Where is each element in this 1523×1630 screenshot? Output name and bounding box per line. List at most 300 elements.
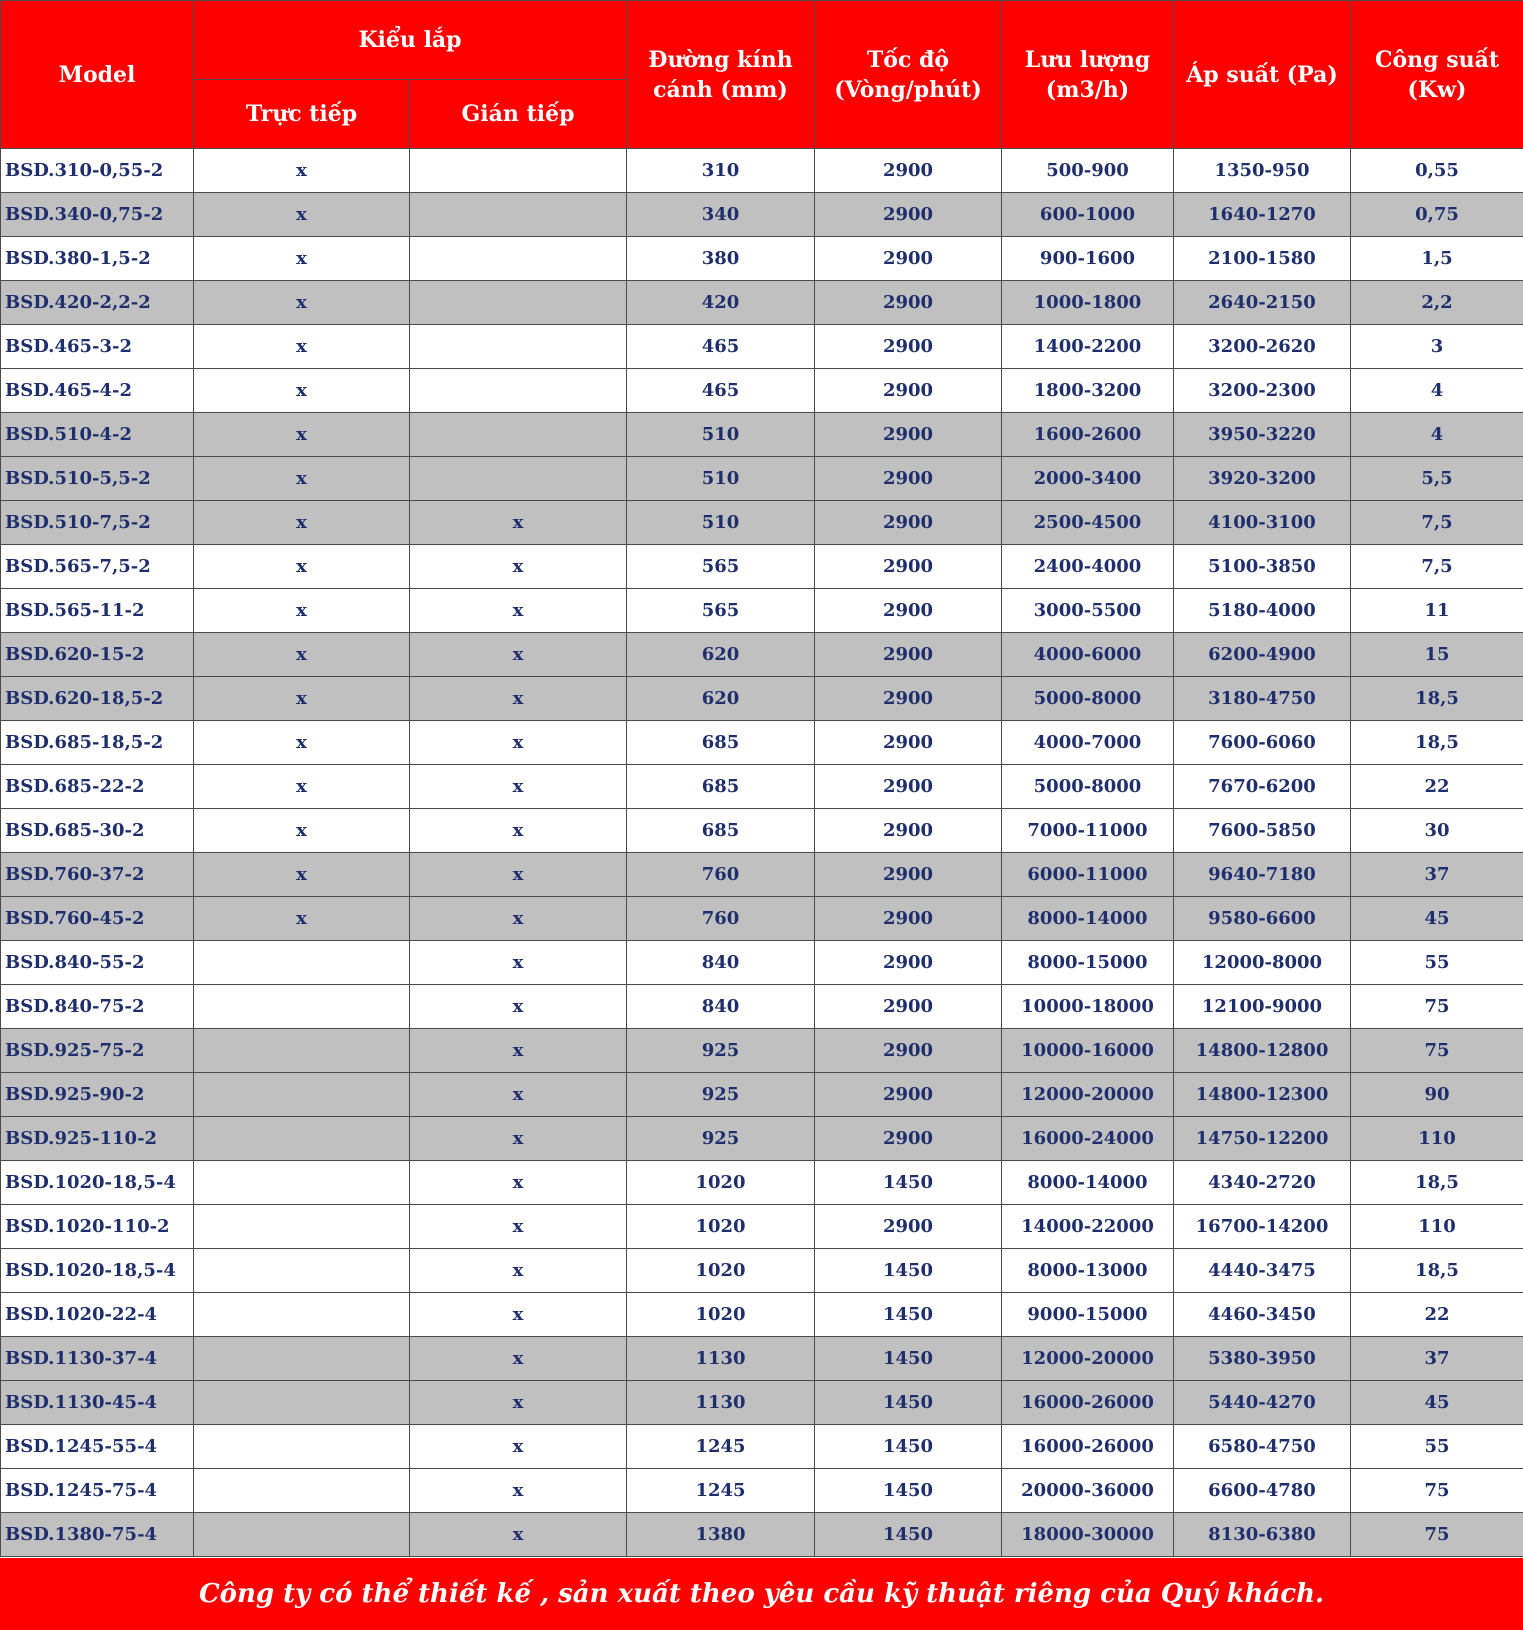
- pressure-cell: 14800-12800: [1174, 1029, 1351, 1073]
- pressure-cell: 8130-6380: [1174, 1513, 1351, 1557]
- diameter-cell: 1020: [627, 1293, 815, 1337]
- flow-cell: 8000-13000: [1002, 1249, 1174, 1293]
- speed-cell: 2900: [815, 369, 1002, 413]
- pressure-cell: 3200-2300: [1174, 369, 1351, 413]
- pressure-cell: 2100-1580: [1174, 237, 1351, 281]
- table-row: [1, 325, 1523, 369]
- pressure-cell: 5380-3950: [1174, 1337, 1351, 1381]
- speed-cell: 2900: [815, 457, 1002, 501]
- speed-cell: 1450: [815, 1293, 1002, 1337]
- flow-cell: 1400-2200: [1002, 325, 1174, 369]
- direct-mount-cell: x: [194, 457, 410, 501]
- indirect-mount-cell: x: [410, 545, 627, 589]
- indirect-mount-cell: [410, 413, 627, 457]
- flow-cell: 16000-24000: [1002, 1117, 1174, 1161]
- table-row: [1, 237, 1523, 281]
- table-row: [1, 809, 1523, 853]
- direct-mount-cell: x: [194, 369, 410, 413]
- flow-cell: 9000-15000: [1002, 1293, 1174, 1337]
- direct-mount-cell: x: [194, 633, 410, 677]
- indirect-mount-cell: x: [410, 765, 627, 809]
- speed-cell: 1450: [815, 1249, 1002, 1293]
- indirect-mount-cell: x: [410, 1513, 627, 1557]
- flow-cell: 20000-36000: [1002, 1469, 1174, 1513]
- table-row: [1, 897, 1523, 941]
- table-row: [1, 853, 1523, 897]
- power-cell: 55: [1351, 941, 1523, 985]
- flow-cell: 1800-3200: [1002, 369, 1174, 413]
- pressure-cell: 12100-9000: [1174, 985, 1351, 1029]
- indirect-mount-cell: [410, 149, 627, 193]
- flow-cell: 900-1600: [1002, 237, 1174, 281]
- direct-mount-cell: [194, 941, 410, 985]
- model-cell: BSD.510-5,5-2: [1, 457, 194, 501]
- speed-cell: 2900: [815, 501, 1002, 545]
- direct-mount-cell: [194, 1161, 410, 1205]
- direct-mount-cell: x: [194, 589, 410, 633]
- model-cell: BSD.760-45-2: [1, 897, 194, 941]
- model-cell: BSD.1020-110-2: [1, 1205, 194, 1249]
- power-cell: 0,75: [1351, 193, 1523, 237]
- speed-cell: 2900: [815, 237, 1002, 281]
- diameter-cell: 1020: [627, 1161, 815, 1205]
- pressure-cell: 6600-4780: [1174, 1469, 1351, 1513]
- pressure-cell: 12000-8000: [1174, 941, 1351, 985]
- flow-cell: 2500-4500: [1002, 501, 1174, 545]
- power-cell: 22: [1351, 1293, 1523, 1337]
- flow-cell: 18000-30000: [1002, 1513, 1174, 1557]
- speed-cell: 1450: [815, 1469, 1002, 1513]
- speed-cell: 2900: [815, 325, 1002, 369]
- flow-cell: 4000-6000: [1002, 633, 1174, 677]
- speed-cell: 1450: [815, 1337, 1002, 1381]
- indirect-mount-cell: x: [410, 1469, 627, 1513]
- indirect-mount-cell: x: [410, 1073, 627, 1117]
- model-cell: BSD.685-22-2: [1, 765, 194, 809]
- table-row: [1, 1425, 1523, 1469]
- table-row: [1, 1337, 1523, 1381]
- indirect-mount-cell: [410, 457, 627, 501]
- model-cell: BSD.840-75-2: [1, 985, 194, 1029]
- header-pressure: Áp suất (Pa): [1174, 1, 1351, 149]
- power-cell: 11: [1351, 589, 1523, 633]
- table-row: [1, 281, 1523, 325]
- indirect-mount-cell: x: [410, 1293, 627, 1337]
- pressure-cell: 3180-4750: [1174, 677, 1351, 721]
- direct-mount-cell: [194, 1425, 410, 1469]
- table-row: [1, 589, 1523, 633]
- speed-cell: 2900: [815, 633, 1002, 677]
- indirect-mount-cell: x: [410, 677, 627, 721]
- indirect-mount-cell: [410, 237, 627, 281]
- power-cell: 7,5: [1351, 545, 1523, 589]
- power-cell: 18,5: [1351, 1249, 1523, 1293]
- speed-cell: 1450: [815, 1513, 1002, 1557]
- model-cell: BSD.620-18,5-2: [1, 677, 194, 721]
- table-row: [1, 193, 1523, 237]
- speed-cell: 2900: [815, 545, 1002, 589]
- flow-cell: 14000-22000: [1002, 1205, 1174, 1249]
- indirect-mount-cell: x: [410, 941, 627, 985]
- model-cell: BSD.465-4-2: [1, 369, 194, 413]
- power-cell: 75: [1351, 985, 1523, 1029]
- power-cell: 45: [1351, 897, 1523, 941]
- diameter-cell: 685: [627, 721, 815, 765]
- model-cell: BSD.420-2,2-2: [1, 281, 194, 325]
- power-cell: 4: [1351, 369, 1523, 413]
- flow-cell: 5000-8000: [1002, 677, 1174, 721]
- flow-cell: 5000-8000: [1002, 765, 1174, 809]
- table-row: [1, 1073, 1523, 1117]
- model-cell: BSD.620-15-2: [1, 633, 194, 677]
- speed-cell: 2900: [815, 721, 1002, 765]
- power-cell: 4: [1351, 413, 1523, 457]
- power-cell: 18,5: [1351, 677, 1523, 721]
- pressure-cell: 3950-3220: [1174, 413, 1351, 457]
- power-cell: 75: [1351, 1513, 1523, 1557]
- flow-cell: 16000-26000: [1002, 1381, 1174, 1425]
- diameter-cell: 465: [627, 325, 815, 369]
- flow-cell: 12000-20000: [1002, 1073, 1174, 1117]
- diameter-cell: 925: [627, 1117, 815, 1161]
- pressure-cell: 7600-6060: [1174, 721, 1351, 765]
- table-row: [1, 501, 1523, 545]
- header-indirect: Gián tiếp: [410, 80, 627, 149]
- model-cell: BSD.1130-45-4: [1, 1381, 194, 1425]
- speed-cell: 2900: [815, 149, 1002, 193]
- header-speed: Tốc độ (Vòng/phút): [815, 1, 1002, 149]
- pressure-cell: 4460-3450: [1174, 1293, 1351, 1337]
- speed-cell: 2900: [815, 1205, 1002, 1249]
- table-row: [1, 1381, 1523, 1425]
- power-cell: 18,5: [1351, 721, 1523, 765]
- speed-cell: 2900: [815, 281, 1002, 325]
- table-row: [1, 413, 1523, 457]
- table-row: [1, 149, 1523, 193]
- direct-mount-cell: [194, 1293, 410, 1337]
- direct-mount-cell: x: [194, 853, 410, 897]
- indirect-mount-cell: x: [410, 1117, 627, 1161]
- pressure-cell: 1350-950: [1174, 149, 1351, 193]
- power-cell: 75: [1351, 1029, 1523, 1073]
- indirect-mount-cell: x: [410, 985, 627, 1029]
- diameter-cell: 685: [627, 765, 815, 809]
- header-diameter: Đường kính cánh (mm): [627, 1, 815, 149]
- indirect-mount-cell: x: [410, 1381, 627, 1425]
- speed-cell: 2900: [815, 1029, 1002, 1073]
- speed-cell: 1450: [815, 1425, 1002, 1469]
- pressure-cell: 14750-12200: [1174, 1117, 1351, 1161]
- pressure-cell: 5180-4000: [1174, 589, 1351, 633]
- header-direct: Trực tiếp: [194, 80, 410, 149]
- power-cell: 7,5: [1351, 501, 1523, 545]
- direct-mount-cell: x: [194, 545, 410, 589]
- direct-mount-cell: [194, 1073, 410, 1117]
- speed-cell: 2900: [815, 589, 1002, 633]
- indirect-mount-cell: x: [410, 589, 627, 633]
- diameter-cell: 840: [627, 941, 815, 985]
- power-cell: 3: [1351, 325, 1523, 369]
- power-cell: 55: [1351, 1425, 1523, 1469]
- model-cell: BSD.340-0,75-2: [1, 193, 194, 237]
- diameter-cell: 760: [627, 897, 815, 941]
- direct-mount-cell: [194, 1337, 410, 1381]
- pressure-cell: 4340-2720: [1174, 1161, 1351, 1205]
- speed-cell: 2900: [815, 1117, 1002, 1161]
- indirect-mount-cell: x: [410, 1249, 627, 1293]
- model-cell: BSD.1380-75-4: [1, 1513, 194, 1557]
- model-cell: BSD.1020-18,5-4: [1, 1161, 194, 1205]
- model-cell: BSD.1245-75-4: [1, 1469, 194, 1513]
- indirect-mount-cell: [410, 281, 627, 325]
- power-cell: 0,55: [1351, 149, 1523, 193]
- pressure-cell: 4440-3475: [1174, 1249, 1351, 1293]
- diameter-cell: 925: [627, 1073, 815, 1117]
- pressure-cell: 14800-12300: [1174, 1073, 1351, 1117]
- diameter-cell: 510: [627, 413, 815, 457]
- flow-cell: 16000-26000: [1002, 1425, 1174, 1469]
- pressure-cell: 5100-3850: [1174, 545, 1351, 589]
- table-row: [1, 545, 1523, 589]
- power-cell: 1,5: [1351, 237, 1523, 281]
- indirect-mount-cell: x: [410, 501, 627, 545]
- table-row: [1, 1205, 1523, 1249]
- diameter-cell: 620: [627, 633, 815, 677]
- flow-cell: 6000-11000: [1002, 853, 1174, 897]
- table-row: [1, 1513, 1523, 1557]
- footer-note: Công ty có thể thiết kế , sản xuất theo yêu cầu kỹ thuật riêng của Quý khách.: [198, 1579, 1325, 1609]
- table-row: [1, 765, 1523, 809]
- model-cell: BSD.380-1,5-2: [1, 237, 194, 281]
- speed-cell: 2900: [815, 765, 1002, 809]
- model-cell: BSD.685-30-2: [1, 809, 194, 853]
- indirect-mount-cell: x: [410, 1029, 627, 1073]
- model-cell: BSD.510-7,5-2: [1, 501, 194, 545]
- indirect-mount-cell: x: [410, 1425, 627, 1469]
- pressure-cell: 6580-4750: [1174, 1425, 1351, 1469]
- flow-cell: 10000-18000: [1002, 985, 1174, 1029]
- direct-mount-cell: x: [194, 413, 410, 457]
- diameter-cell: 925: [627, 1029, 815, 1073]
- indirect-mount-cell: x: [410, 1161, 627, 1205]
- table-row: [1, 1161, 1523, 1205]
- direct-mount-cell: x: [194, 765, 410, 809]
- table-row: [1, 721, 1523, 765]
- direct-mount-cell: [194, 1469, 410, 1513]
- header-mount-type: Kiểu lắp: [194, 1, 627, 80]
- indirect-mount-cell: x: [410, 853, 627, 897]
- pressure-cell: 9580-6600: [1174, 897, 1351, 941]
- diameter-cell: 510: [627, 457, 815, 501]
- model-cell: BSD.1245-55-4: [1, 1425, 194, 1469]
- speed-cell: 2900: [815, 897, 1002, 941]
- direct-mount-cell: [194, 1205, 410, 1249]
- power-cell: 110: [1351, 1117, 1523, 1161]
- pressure-cell: 7600-5850: [1174, 809, 1351, 853]
- power-cell: 90: [1351, 1073, 1523, 1117]
- speed-cell: 2900: [815, 941, 1002, 985]
- direct-mount-cell: x: [194, 149, 410, 193]
- pressure-cell: 2640-2150: [1174, 281, 1351, 325]
- speed-cell: 2900: [815, 985, 1002, 1029]
- table-header: [1, 1, 1523, 149]
- speed-cell: 2900: [815, 413, 1002, 457]
- model-cell: BSD.565-11-2: [1, 589, 194, 633]
- flow-cell: 1000-1800: [1002, 281, 1174, 325]
- direct-mount-cell: x: [194, 721, 410, 765]
- diameter-cell: 1130: [627, 1381, 815, 1425]
- direct-mount-cell: x: [194, 281, 410, 325]
- pressure-cell: 5440-4270: [1174, 1381, 1351, 1425]
- indirect-mount-cell: x: [410, 633, 627, 677]
- model-cell: BSD.925-75-2: [1, 1029, 194, 1073]
- pressure-cell: 7670-6200: [1174, 765, 1351, 809]
- table-row: [1, 677, 1523, 721]
- power-cell: 75: [1351, 1469, 1523, 1513]
- direct-mount-cell: [194, 1029, 410, 1073]
- direct-mount-cell: x: [194, 193, 410, 237]
- power-cell: 37: [1351, 1337, 1523, 1381]
- table-row: [1, 1293, 1523, 1337]
- diameter-cell: 1380: [627, 1513, 815, 1557]
- indirect-mount-cell: [410, 193, 627, 237]
- diameter-cell: 1020: [627, 1205, 815, 1249]
- diameter-cell: 685: [627, 809, 815, 853]
- flow-cell: 1600-2600: [1002, 413, 1174, 457]
- pressure-cell: 3200-2620: [1174, 325, 1351, 369]
- indirect-mount-cell: x: [410, 1337, 627, 1381]
- direct-mount-cell: [194, 985, 410, 1029]
- speed-cell: 2900: [815, 809, 1002, 853]
- model-cell: BSD.925-90-2: [1, 1073, 194, 1117]
- direct-mount-cell: [194, 1117, 410, 1161]
- flow-cell: 8000-14000: [1002, 1161, 1174, 1205]
- table-row: [1, 369, 1523, 413]
- power-cell: 22: [1351, 765, 1523, 809]
- diameter-cell: 1130: [627, 1337, 815, 1381]
- direct-mount-cell: x: [194, 237, 410, 281]
- diameter-cell: 620: [627, 677, 815, 721]
- diameter-cell: 840: [627, 985, 815, 1029]
- flow-cell: 8000-15000: [1002, 941, 1174, 985]
- table-row: [1, 941, 1523, 985]
- power-cell: 30: [1351, 809, 1523, 853]
- model-cell: BSD.760-37-2: [1, 853, 194, 897]
- header-power: Công suất (Kw): [1351, 1, 1523, 149]
- diameter-cell: 565: [627, 545, 815, 589]
- diameter-cell: 565: [627, 589, 815, 633]
- power-cell: 2,2: [1351, 281, 1523, 325]
- pressure-cell: 9640-7180: [1174, 853, 1351, 897]
- direct-mount-cell: [194, 1513, 410, 1557]
- power-cell: 37: [1351, 853, 1523, 897]
- indirect-mount-cell: [410, 369, 627, 413]
- speed-cell: 2900: [815, 1073, 1002, 1117]
- model-cell: BSD.510-4-2: [1, 413, 194, 457]
- model-cell: BSD.310-0,55-2: [1, 149, 194, 193]
- model-cell: BSD.1020-22-4: [1, 1293, 194, 1337]
- direct-mount-cell: [194, 1381, 410, 1425]
- indirect-mount-cell: x: [410, 809, 627, 853]
- pressure-cell: 1640-1270: [1174, 193, 1351, 237]
- power-cell: 5,5: [1351, 457, 1523, 501]
- flow-cell: 2400-4000: [1002, 545, 1174, 589]
- pressure-cell: 4100-3100: [1174, 501, 1351, 545]
- table-row: [1, 633, 1523, 677]
- header-model: Model: [1, 1, 194, 149]
- model-cell: BSD.1130-37-4: [1, 1337, 194, 1381]
- footer-banner: [0, 1558, 1523, 1630]
- diameter-cell: 1245: [627, 1469, 815, 1513]
- flow-cell: 12000-20000: [1002, 1337, 1174, 1381]
- power-cell: 45: [1351, 1381, 1523, 1425]
- table-row: [1, 1469, 1523, 1513]
- power-cell: 15: [1351, 633, 1523, 677]
- flow-cell: 8000-14000: [1002, 897, 1174, 941]
- direct-mount-cell: x: [194, 897, 410, 941]
- diameter-cell: 340: [627, 193, 815, 237]
- diameter-cell: 465: [627, 369, 815, 413]
- flow-cell: 500-900: [1002, 149, 1174, 193]
- diameter-cell: 1245: [627, 1425, 815, 1469]
- diameter-cell: 310: [627, 149, 815, 193]
- flow-cell: 4000-7000: [1002, 721, 1174, 765]
- diameter-cell: 420: [627, 281, 815, 325]
- direct-mount-cell: x: [194, 809, 410, 853]
- speed-cell: 2900: [815, 853, 1002, 897]
- flow-cell: 10000-16000: [1002, 1029, 1174, 1073]
- model-cell: BSD.840-55-2: [1, 941, 194, 985]
- power-cell: 18,5: [1351, 1161, 1523, 1205]
- pressure-cell: 16700-14200: [1174, 1205, 1351, 1249]
- speed-cell: 1450: [815, 1161, 1002, 1205]
- speed-cell: 2900: [815, 193, 1002, 237]
- direct-mount-cell: [194, 1249, 410, 1293]
- diameter-cell: 1020: [627, 1249, 815, 1293]
- indirect-mount-cell: x: [410, 721, 627, 765]
- table-row: [1, 985, 1523, 1029]
- indirect-mount-cell: [410, 325, 627, 369]
- flow-cell: 600-1000: [1002, 193, 1174, 237]
- flow-cell: 7000-11000: [1002, 809, 1174, 853]
- model-cell: BSD.1020-18,5-4: [1, 1249, 194, 1293]
- speed-cell: 2900: [815, 677, 1002, 721]
- table-body: [1, 149, 1523, 1557]
- direct-mount-cell: x: [194, 501, 410, 545]
- pressure-cell: 6200-4900: [1174, 633, 1351, 677]
- diameter-cell: 380: [627, 237, 815, 281]
- table-row: [1, 1117, 1523, 1161]
- model-cell: BSD.925-110-2: [1, 1117, 194, 1161]
- indirect-mount-cell: x: [410, 897, 627, 941]
- pressure-cell: 3920-3200: [1174, 457, 1351, 501]
- flow-cell: 3000-5500: [1002, 589, 1174, 633]
- header-flow: Lưu lượng (m3/h): [1002, 1, 1174, 149]
- direct-mount-cell: x: [194, 677, 410, 721]
- indirect-mount-cell: x: [410, 1205, 627, 1249]
- model-cell: BSD.465-3-2: [1, 325, 194, 369]
- model-cell: BSD.685-18,5-2: [1, 721, 194, 765]
- diameter-cell: 510: [627, 501, 815, 545]
- diameter-cell: 760: [627, 853, 815, 897]
- power-cell: 110: [1351, 1205, 1523, 1249]
- table-row: [1, 457, 1523, 501]
- flow-cell: 2000-3400: [1002, 457, 1174, 501]
- speed-cell: 1450: [815, 1381, 1002, 1425]
- direct-mount-cell: x: [194, 325, 410, 369]
- model-cell: BSD.565-7,5-2: [1, 545, 194, 589]
- table-row: [1, 1029, 1523, 1073]
